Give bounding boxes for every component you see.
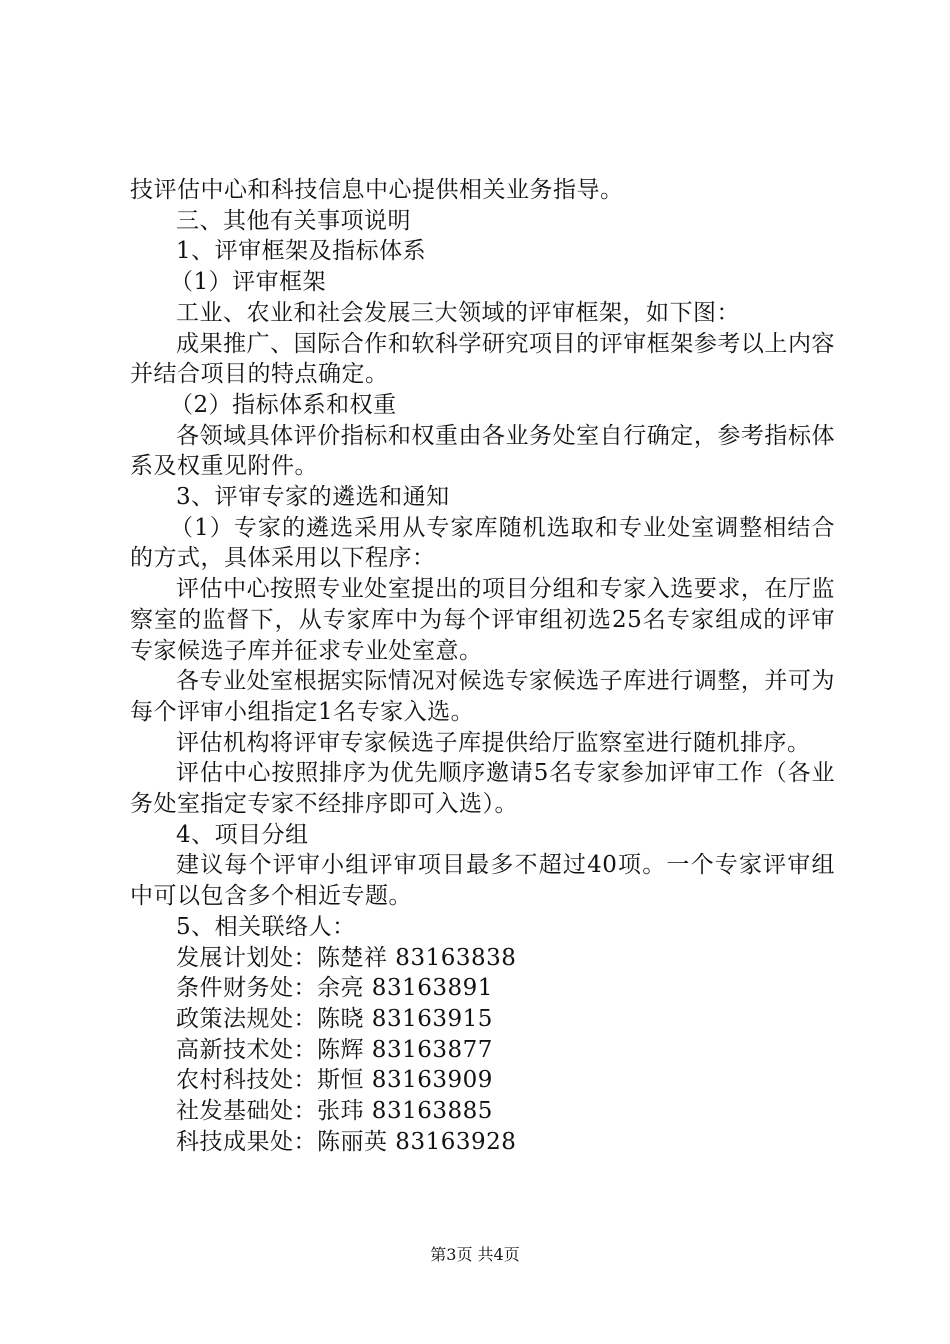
subsection-heading: 1、评审框架及指标体系 (176, 238, 427, 265)
contact-line: 发展计划处：陈楚祥 83163838 (176, 944, 517, 971)
paragraph: 评估中心按照专业处室提出的项目分组和专家入选要求，在厅监察室的监督下，从专家库中为每个评审组初选25名专家组成的评审专家候选子库并征求专业处室意。 (130, 576, 835, 664)
contact-line: 社发基础处：张玮 83163885 (176, 1098, 493, 1125)
subsection-heading: 3、评审专家的遴选和通知 (176, 484, 450, 511)
paragraph: （1）专家的遴选采用从专家库随机选取和专业处室调整相结合的方式，具体采用以下程序： (130, 514, 835, 572)
document-body (130, 175, 835, 1158)
paragraph: 各领域具体评价指标和权重由各业务处室自行确定，参考指标体系及权重见附件。 (130, 422, 835, 480)
paragraph: 成果推广、国际合作和软科学研究项目的评审框架参考以上内容并结合项目的特点确定。 (130, 330, 835, 388)
contact-line: 政策法规处：陈晓 83163915 (176, 1005, 493, 1032)
contact-line: 科技成果处：陈丽英 83163928 (176, 1128, 517, 1155)
item-heading: （2）指标体系和权重 (170, 391, 397, 418)
item-heading: （1）评审框架 (170, 269, 327, 296)
page-number-footer: 第3页 共4页 (430, 1245, 520, 1264)
subsection-heading: 5、相关联络人： (176, 913, 356, 940)
paragraph: 各专业处室根据实际情况对候选专家候选子库进行调整，并可为每个评审小组指定1名专家入选。 (130, 668, 835, 725)
contact-line: 条件财务处：余亮 83163891 (176, 975, 493, 1002)
paragraph: 评估中心按照排序为优先顺序邀请5名专家参加评审工作（各业务处室指定专家不经排序即可入选）。 (130, 760, 835, 818)
paragraph: 评估机构将评审专家候选子库提供给厅监察室进行随机排序。 (176, 729, 811, 756)
subsection-heading: 4、项目分组 (176, 821, 309, 848)
paragraph: 技评估中心和科技信息中心提供相关业务指导。 (130, 177, 624, 203)
paragraph: 工业、农业和社会发展三大领域的评审框架，如下图： (176, 299, 740, 326)
contact-line: 农村科技处：斯恒 83163909 (176, 1067, 493, 1094)
paragraph: 建议每个评审小组评审项目最多不超过40项。一个专家评审组中可以包含多个相近专题。 (130, 852, 835, 910)
section-heading: 三、其他有关事项说明 (176, 207, 411, 234)
contact-line: 高新技术处：陈辉 83163877 (176, 1036, 493, 1063)
